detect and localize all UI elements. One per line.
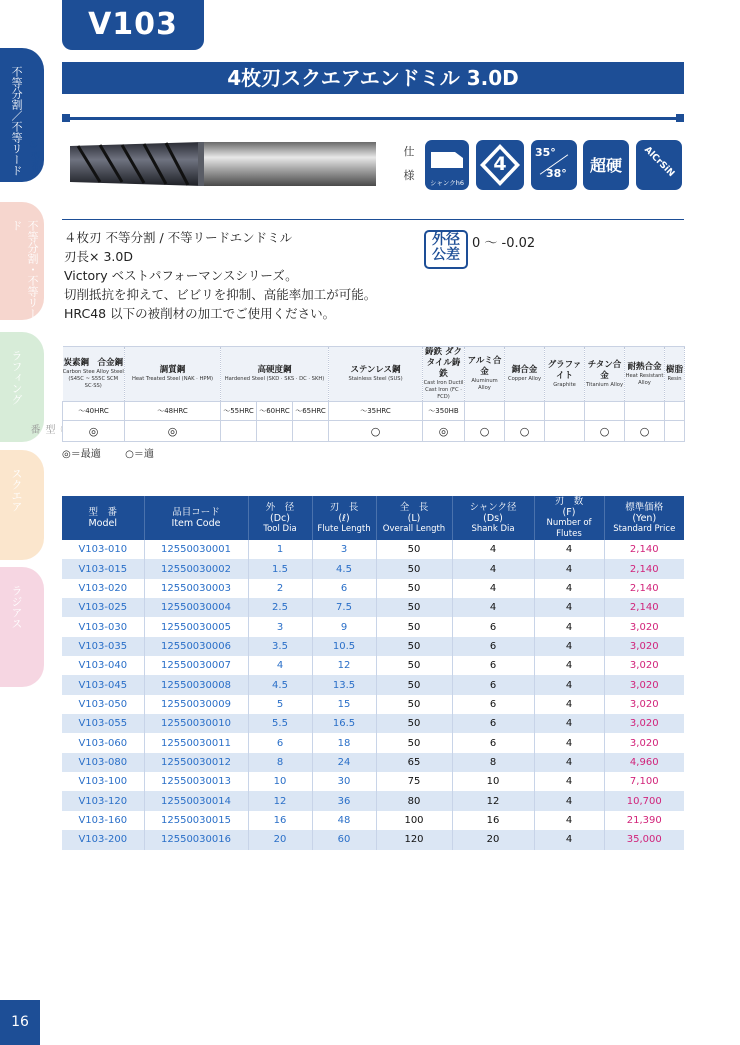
table-cell: 4: [534, 733, 604, 752]
table-cell: 100: [376, 811, 452, 830]
table-cell: 36: [312, 791, 376, 810]
table-cell: V103-060: [78, 737, 128, 749]
table-cell: 50: [376, 540, 452, 559]
legend-best: ◎＝最適: [62, 449, 101, 460]
table-row: [62, 714, 684, 733]
table-cell: 4: [452, 540, 534, 559]
material-rating: ○: [329, 421, 423, 442]
table-cell: V103-030: [78, 621, 128, 633]
description-line: 刃長× 3.0D: [64, 249, 133, 264]
table-cell: 4: [452, 559, 534, 578]
table-cell: 3: [248, 617, 312, 636]
table-cell: 120: [376, 830, 452, 849]
material-hardness: ～48HRC: [125, 402, 221, 421]
column-header: 刃 長 (ℓ) Flute Length: [312, 496, 376, 540]
table-cell: V103-025: [62, 598, 144, 617]
material-header: グラファイト Graphite: [545, 347, 585, 402]
material-hardness: [465, 402, 505, 421]
table-cell: 4: [534, 791, 604, 810]
material-hardness: ～55HRC: [221, 402, 257, 421]
side-tab-unequal-2[interactable]: [0, 202, 44, 320]
rating-legend: [62, 445, 154, 460]
column-header: 刃 数 (F) Number of Flutes: [534, 496, 604, 540]
column-header: 品目コード Item Code: [144, 496, 248, 540]
material-header: 調質鋼 Heat Treated Steel (NAK · HPM): [125, 347, 221, 402]
table-cell: 12: [312, 656, 376, 675]
table-cell: 18: [312, 733, 376, 752]
material-rating: ◎: [125, 421, 221, 442]
table-cell: 6: [452, 714, 534, 733]
table-cell: 10: [248, 772, 312, 791]
table-row: [62, 617, 684, 636]
table-cell: V103-160: [78, 814, 128, 826]
table-cell: 16: [452, 811, 534, 830]
table-cell: 60: [312, 830, 376, 849]
table-cell: V103-035: [62, 637, 144, 656]
table-cell: 6: [312, 579, 376, 598]
tolerance-badge: 外径 公差: [424, 230, 468, 269]
material-hardness: ～350HB: [423, 402, 465, 421]
material-rating: [221, 421, 257, 442]
material-header: 樹脂 Resin: [665, 347, 685, 402]
table-cell: 2: [248, 579, 312, 598]
table-cell: 16: [248, 811, 312, 830]
table-cell: 6: [452, 656, 534, 675]
table-cell: V103-045: [62, 675, 144, 694]
table-cell: 6: [452, 695, 534, 714]
table-cell: 2,140: [604, 579, 684, 598]
table-cell: 4: [534, 579, 604, 598]
material-hardness: [505, 402, 545, 421]
table-row: [62, 637, 684, 656]
table-cell: 50: [376, 656, 452, 675]
table-cell: 4: [534, 772, 604, 791]
table-cell: 12: [248, 791, 312, 810]
material-rating: ○: [585, 421, 625, 442]
material-header: チタン合金 Titanium Alloy: [585, 347, 625, 402]
side-tab-roughing[interactable]: [0, 332, 54, 442]
table-cell: 65: [376, 753, 452, 772]
table-cell: V103-080: [62, 753, 144, 772]
table-cell: 75: [376, 772, 452, 791]
table-cell: 50: [376, 579, 452, 598]
table-cell: 12550030005: [144, 617, 248, 636]
table-cell: 50: [376, 559, 452, 578]
side-tab-unequal[interactable]: [0, 48, 44, 182]
column-header: 全 長 (L) Overall Length: [376, 496, 452, 540]
table-row: [62, 579, 684, 598]
table-cell: 12550030016: [144, 830, 248, 849]
table-cell: 4: [452, 598, 534, 617]
table-cell: 4: [534, 637, 604, 656]
shank-h6-icon: シャンクh6: [425, 140, 469, 190]
coating-icon: AlCrSiN: [636, 140, 682, 190]
material-hardness: [545, 402, 585, 421]
table-cell: 2.5: [248, 598, 312, 617]
material-header: ステンレス鋼 Stainless Steel (SUS): [329, 347, 423, 402]
description-line: HRC48 以下の被削材の加工でご使用ください。: [64, 306, 336, 321]
side-tab-label: スクエア: [10, 468, 23, 512]
table-cell: 4: [534, 598, 604, 617]
side-tab-label: ラフィング: [10, 350, 23, 405]
endmill-illustration: [70, 138, 376, 190]
table-cell: 50: [376, 637, 452, 656]
table-cell: V103-015: [62, 559, 144, 578]
material-hardness: ～40HRC: [63, 402, 125, 421]
model-tab: V103: [62, 0, 204, 50]
table-cell: 3,020: [604, 637, 684, 656]
title-divider-cap-left: [62, 114, 70, 122]
table-cell: 4: [534, 559, 604, 578]
table-cell: V103-040: [78, 660, 128, 672]
material-rating: ○: [465, 421, 505, 442]
table-cell: V103-120: [62, 791, 144, 810]
table-cell: 4: [534, 540, 604, 559]
table-row: [62, 733, 684, 752]
table-cell: 6: [248, 733, 312, 752]
description-line: ４枚刃 不等分割 / 不等リードエンドミル: [64, 230, 293, 245]
table-cell: 2,140: [604, 540, 684, 559]
product-table: [62, 496, 684, 850]
carbide-icon: 超硬: [583, 140, 629, 190]
side-tab-label: 不等分割・不等リード: [10, 220, 39, 319]
page-number: 16: [0, 1000, 40, 1045]
side-tab-label: ラジアス: [10, 585, 23, 629]
table-cell: 6: [452, 617, 534, 636]
table-row: [62, 791, 684, 810]
table-cell: 10.5: [312, 637, 376, 656]
table-cell: 10: [452, 772, 534, 791]
table-cell: 2,140: [604, 598, 684, 617]
table-cell: 3,020: [604, 733, 684, 752]
table-cell: 12550030004: [144, 598, 248, 617]
material-header: 銅合金 Copper Alloy: [505, 347, 545, 402]
material-hardness: ～60HRC: [257, 402, 293, 421]
table-cell: 8: [248, 753, 312, 772]
table-row: [62, 772, 684, 791]
tolerance-value: 0 ～ -0.02: [472, 236, 536, 251]
table-cell: 24: [312, 753, 376, 772]
material-rating: ○: [625, 421, 665, 442]
table-cell: 6: [452, 733, 534, 752]
table-cell: 4: [534, 675, 604, 694]
table-row: [62, 811, 684, 830]
material-header: アルミ合金 Aluminum Alloy: [465, 347, 505, 402]
table-cell: 12550030002: [144, 559, 248, 578]
table-cell: 13.5: [312, 675, 376, 694]
table-cell: 12550030010: [144, 714, 248, 733]
table-cell: 4: [534, 811, 604, 830]
table-cell: 3,020: [604, 617, 684, 636]
table-cell: 5: [248, 695, 312, 714]
material-rating: ○: [505, 421, 545, 442]
table-cell: 3,020: [604, 656, 684, 675]
table-cell: 12550030015: [144, 811, 248, 830]
page-title: 4枚刃スクエアエンドミル 3.0D: [62, 62, 684, 94]
table-cell: 50: [376, 695, 452, 714]
table-row: [62, 675, 684, 694]
table-cell: 4: [534, 656, 604, 675]
table-cell: 80: [376, 791, 452, 810]
table-cell: 50: [376, 714, 452, 733]
table-cell: 3.5: [248, 637, 312, 656]
side-tab-number: 型番: [28, 424, 54, 434]
table-row: [62, 830, 684, 849]
table-cell: 35,000: [604, 830, 684, 849]
material-rating: [665, 421, 685, 442]
table-cell: 9: [312, 617, 376, 636]
table-cell: V103-010: [78, 544, 128, 556]
side-tab-label: 不等分割／不等リード: [10, 66, 23, 176]
title-divider: [62, 117, 684, 120]
material-rating: [293, 421, 329, 442]
table-cell: 30: [312, 772, 376, 791]
table-cell: 1.5: [248, 559, 312, 578]
material-hardness: ～65HRC: [293, 402, 329, 421]
table-cell: 6: [452, 637, 534, 656]
table-cell: 7.5: [312, 598, 376, 617]
material-table: [62, 346, 685, 442]
table-cell: 12550030006: [144, 637, 248, 656]
side-tab-square[interactable]: [0, 450, 44, 560]
table-cell: 4: [534, 753, 604, 772]
table-cell: 3: [312, 540, 376, 559]
column-header: 外 径 (Dc) Tool Dia: [248, 496, 312, 540]
table-cell: V103-020: [78, 582, 128, 594]
table-row: [62, 656, 684, 675]
table-cell: 12550030009: [144, 695, 248, 714]
table-cell: 12550030003: [144, 579, 248, 598]
table-cell: 3,020: [604, 675, 684, 694]
table-cell: 4: [248, 656, 312, 675]
side-tab-number: ⑤型番: [28, 140, 39, 171]
product-description: [64, 228, 404, 323]
material-header: 耐熱合金 Heat Resistant Alloy: [625, 347, 665, 402]
material-rating: [545, 421, 585, 442]
material-hardness: [625, 402, 665, 421]
column-header: 型 番 Model: [62, 496, 144, 540]
table-cell: 4,960: [604, 753, 684, 772]
table-cell: 1: [248, 540, 312, 559]
table-cell: 5.5: [248, 714, 312, 733]
table-cell: 4.5: [248, 675, 312, 694]
table-cell: 48: [312, 811, 376, 830]
table-row: [62, 753, 684, 772]
table-cell: 50: [376, 675, 452, 694]
table-cell: 4: [534, 695, 604, 714]
table-cell: 6: [452, 675, 534, 694]
table-cell: 4: [452, 579, 534, 598]
material-hardness: ～35HRC: [329, 402, 423, 421]
table-cell: 50: [376, 617, 452, 636]
table-cell: 12550030007: [144, 656, 248, 675]
description-line: Victory ベストパフォーマンスシリーズ。: [64, 268, 298, 283]
table-cell: V103-200: [62, 830, 144, 849]
spec-label: 仕様: [403, 145, 415, 182]
table-cell: 3,020: [604, 695, 684, 714]
material-hardness: [585, 402, 625, 421]
table-cell: 12550030012: [144, 753, 248, 772]
table-cell: V103-050: [78, 698, 128, 710]
table-cell: 21,390: [604, 811, 684, 830]
legend-good: ○＝適: [125, 449, 154, 460]
table-cell: 3,020: [604, 714, 684, 733]
table-cell: 12: [452, 791, 534, 810]
table-cell: 2,140: [604, 559, 684, 578]
column-header: シャンク径 (Ds) Shank Dia: [452, 496, 534, 540]
table-cell: 50: [376, 733, 452, 752]
table-row: [62, 540, 684, 559]
table-cell: 4.5: [312, 559, 376, 578]
table-cell: 8: [452, 753, 534, 772]
table-cell: 12550030013: [144, 772, 248, 791]
table-cell: 4: [534, 714, 604, 733]
helix-angle-icon: 35° 38°: [531, 140, 577, 190]
table-cell: 7,100: [604, 772, 684, 791]
table-cell: 12550030001: [144, 540, 248, 559]
table-cell: V103-055: [62, 714, 144, 733]
table-cell: 20: [452, 830, 534, 849]
section-divider: [62, 219, 684, 220]
table-cell: 4: [534, 617, 604, 636]
column-header: 標準価格 (Yen) Standard Price: [604, 496, 684, 540]
table-cell: 12550030011: [144, 733, 248, 752]
table-row: [62, 559, 684, 578]
material-header: 炭素鋼 合金鋼 Carbon Stee Alloy Steel (S45C ~ S55C SCM SC·SS): [63, 347, 125, 402]
table-cell: 15: [312, 695, 376, 714]
material-hardness: [665, 402, 685, 421]
material-rating: ◎: [63, 421, 125, 442]
material-rating: ◎: [423, 421, 465, 442]
table-cell: 20: [248, 830, 312, 849]
table-cell: 4: [534, 830, 604, 849]
table-cell: 12550030014: [144, 791, 248, 810]
table-row: [62, 695, 684, 714]
material-rating: [257, 421, 293, 442]
table-cell: 16.5: [312, 714, 376, 733]
table-cell: 12550030008: [144, 675, 248, 694]
title-divider-cap-right: [676, 114, 684, 122]
table-cell: 50: [376, 598, 452, 617]
material-header: 鋳鉄 ダクタイル鋳鉄 Cast Iron Ductil Cast Iron (FC · FCD): [423, 347, 464, 400]
table-cell: V103-100: [78, 776, 128, 788]
description-line: 切削抵抗を抑えて、ビビリを抑制、高能率加工が可能。: [64, 287, 377, 302]
four-flute-icon: 4: [476, 140, 524, 190]
side-tab-radius[interactable]: [0, 567, 44, 687]
table-cell: 10,700: [604, 791, 684, 810]
material-header: 高硬度鋼 Hardened Steel (SKD · SKS · DC · SKH): [221, 347, 329, 402]
table-row: [62, 598, 684, 617]
